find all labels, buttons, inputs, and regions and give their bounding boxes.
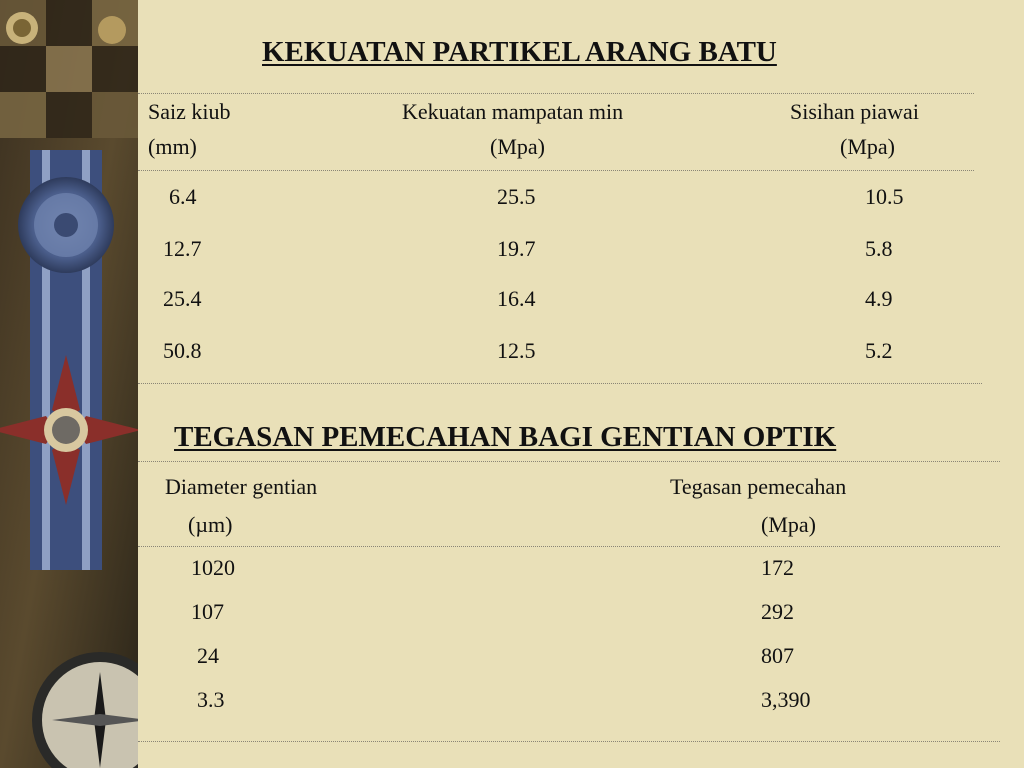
cell-diameter: 107 [191,599,224,624]
header-standard-deviation: Sisihan piawai [790,99,919,124]
cell-diameter: 24 [197,643,219,668]
divider [138,741,1000,742]
cell-strength: 16.4 [497,286,536,311]
cell-breaking-stress: 807 [761,643,794,668]
slide-content [138,0,1024,768]
cell-strength: 19.7 [497,236,536,261]
cell-deviation: 5.2 [865,338,893,363]
cell-cube-size: 6.4 [169,184,197,209]
cell-deviation: 10.5 [865,184,904,209]
cell-diameter: 3.3 [197,687,225,712]
cell-strength: 25.5 [497,184,536,209]
header-mean-compressive-strength: Kekuatan mampatan min [402,99,624,124]
table1-title: KEKUATAN PARTIKEL ARANG BATU [262,36,777,68]
table2-title: TEGASAN PEMECAHAN BAGI GENTIAN OPTIK [174,421,837,453]
cell-cube-size: 12.7 [163,236,202,261]
cell-cube-size: 25.4 [163,286,202,311]
header-mean-compressive-strength-unit: (Mpa) [490,134,545,159]
header-fiber-diameter-unit: (µm) [188,512,233,537]
cell-breaking-stress: 292 [761,599,794,624]
divider [138,383,982,384]
header-standard-deviation-unit: (Mpa) [840,134,895,159]
cell-diameter: 1020 [191,555,235,580]
cell-deviation: 4.9 [865,286,893,311]
decorative-side-image [0,0,138,768]
header-cube-size: Saiz kiub [148,99,231,124]
divider [138,170,974,171]
header-cube-size-unit: (mm) [148,134,197,159]
divider [138,461,1000,462]
header-breaking-stress: Tegasan pemecahan [670,474,847,499]
cell-strength: 12.5 [497,338,536,363]
header-fiber-diameter: Diameter gentian [165,474,318,499]
cell-breaking-stress: 3,390 [761,687,811,712]
divider [138,546,1000,547]
cell-deviation: 5.8 [865,236,893,261]
cell-cube-size: 50.8 [163,338,202,363]
divider [138,93,974,94]
header-breaking-stress-unit: (Mpa) [761,512,816,537]
cell-breaking-stress: 172 [761,555,794,580]
